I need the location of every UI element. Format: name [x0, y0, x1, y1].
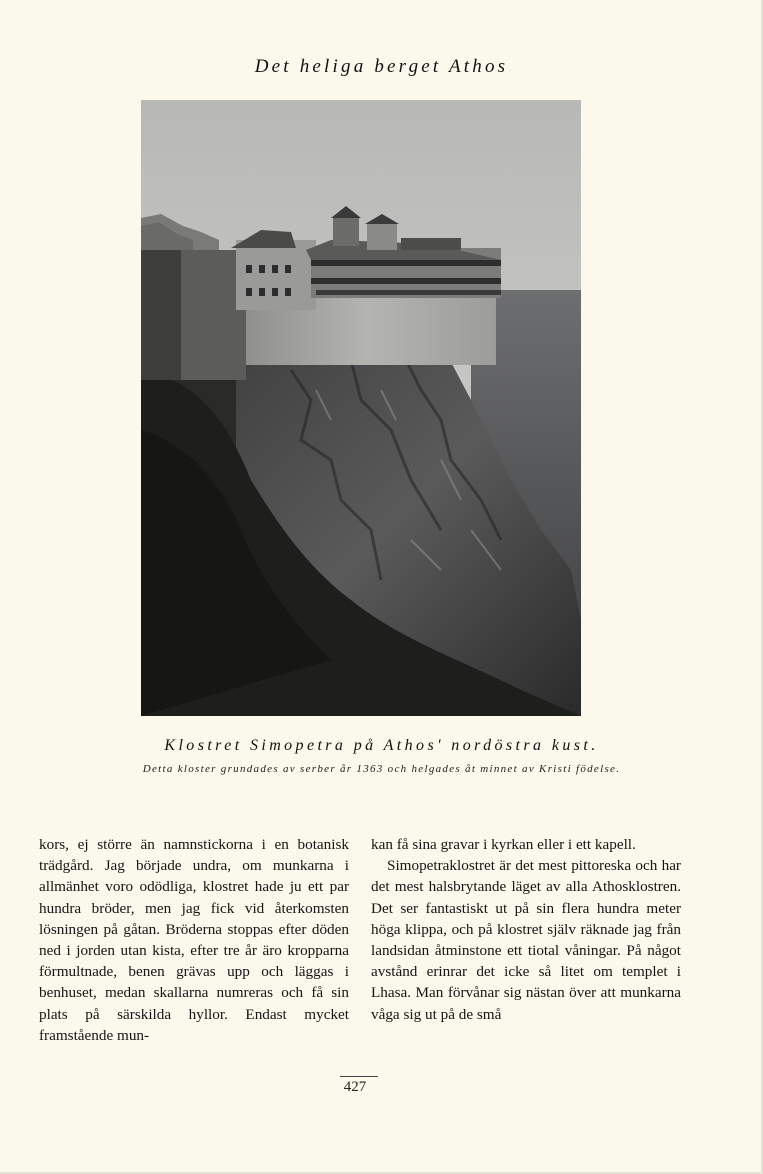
monastery-photo-icon	[141, 100, 581, 716]
photo-caption-title: Klostret Simopetra på Athos' nordöstra kust.	[164, 737, 599, 754]
body-paragraph: kan få sina gravar i kyrkan eller i ett kapell.	[371, 836, 636, 853]
monastery-photo	[141, 100, 581, 716]
body-paragraph: kors, ej större än namnstickorna i en botanisk trädgård. Jag började undra, om munkarna i allmänhet voro odödliga, klostret hade ju ett par hundra bröder, men jag fick vid återkomsten lösningen på gåtan. Bröderna stoppas efter döden ned i jorden utan kista, efter tre år äro kropparna förmultnade, benen grävas upp och läggas i benhuset, medan skallarna numreras och få sin plats på särskilda hyllor. Endast mycket framstående mun-	[39, 836, 349, 1044]
page-number: 427	[343, 1079, 367, 1095]
body-column-right	[371, 834, 681, 1025]
running-head: Det heliga berget Athos	[254, 56, 509, 77]
page-number-rule	[340, 1076, 378, 1077]
body-column-left	[39, 834, 349, 1046]
photo-caption-subtitle: Detta kloster grundades av serber år 1363 och helgades åt minnet av Kristi födelse.	[142, 763, 621, 775]
body-paragraph: Simopetraklostret är det mest pittoreska och har det mest halsbrytande läget av alla Athosklostren. Det ser fantastiskt ut på sin flera hundra meter höga klippa, och på klostret själv räknade jag från landsidan åtminstone ett tiotal våningar. På något avstånd erinrar det icke så litet om templet i Lhasa. Man förvånar sig nästan över att munkarna våga sig ut på de små	[371, 857, 681, 1023]
